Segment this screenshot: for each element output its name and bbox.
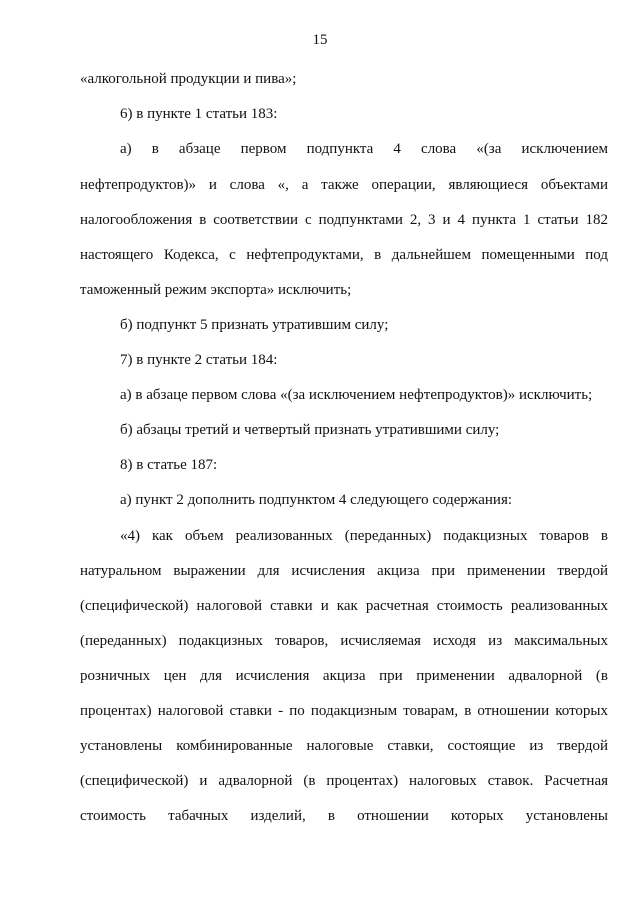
text-line: (специфической) налоговой ставки и как расчетная стоимость реализованных: [80, 598, 608, 614]
text-line: установлены комбинированные налоговые ставки, состоящие из твердой: [80, 738, 608, 754]
text-line: нефтепродуктов)» и слова «, а также операции, являющиеся объектами: [80, 177, 608, 193]
text-line: а) в абзаце первом подпункта 4 слова «(за исключением: [120, 141, 608, 157]
text-line: а) пункт 2 дополнить подпунктом 4 следующего содержания:: [120, 492, 513, 508]
text-line: «алкогольной продукции и пива»;: [80, 71, 297, 87]
text-line: 8) в статье 187:: [120, 457, 218, 473]
text-line: стоимость табачных изделий, в отношении которых установлены: [80, 808, 608, 824]
text-line: б) абзацы третий и четвертый признать утратившими силу;: [120, 422, 500, 438]
text-line: натуральном выражении для исчисления акциза при применении твердой: [80, 563, 608, 579]
text-line: а) в абзаце первом слова «(за исключением нефтепродуктов)» исключить;: [120, 387, 593, 403]
text-line: (переданных) подакцизных товаров, исчисляемая исходя из максимальных: [80, 633, 608, 649]
text-line: налогообложения в соответствии с подпунктами 2, 3 и 4 пункта 1 статьи 182: [80, 212, 608, 228]
text-line: б) подпункт 5 признать утратившим силу;: [120, 317, 389, 333]
text-line: процентах) налоговой ставки - по подакцизным товарам, в отношении которых: [80, 703, 608, 719]
text-line: настоящего Кодекса, с нефтепродуктами, в дальнейшем помещенными под: [80, 247, 608, 263]
text-line: «4) как объем реализованных (переданных) подакцизных товаров в: [120, 528, 608, 544]
text-line: 6) в пункте 1 статьи 183:: [120, 106, 278, 122]
text-line: таможенный режим экспорта» исключить;: [80, 282, 352, 298]
page-number: 15: [312, 32, 328, 48]
text-line: 7) в пункте 2 статьи 184:: [120, 352, 278, 368]
text-line: (специфической) и адвалорной (в процентах) налоговых ставок. Расчетная: [80, 773, 608, 789]
text-line: розничных цен для исчисления акциза при применении адвалорной (в: [80, 668, 608, 684]
